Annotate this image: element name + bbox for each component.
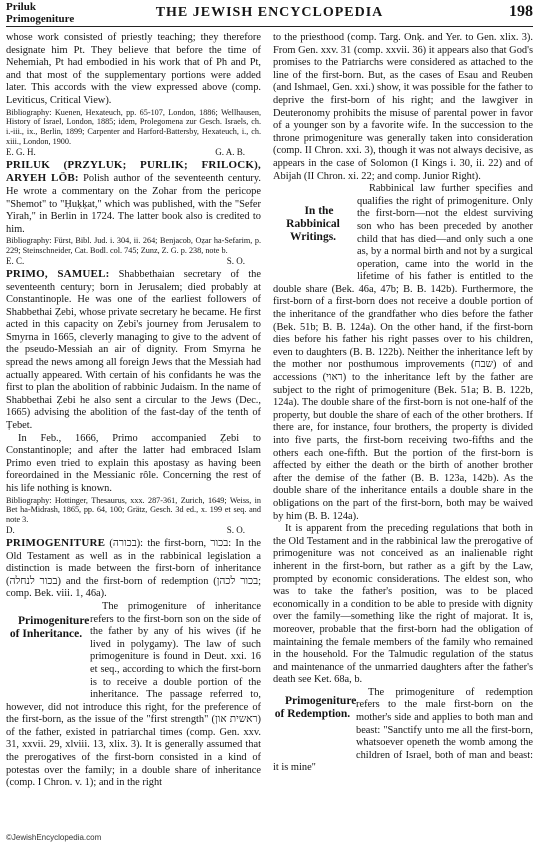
signature-right: S. O. (226, 255, 245, 266)
running-head-last: Primogeniture (6, 13, 75, 25)
paragraph: It is apparent from the preceding regulations that both in the Old Testament and in the rabbinical law the prerogative of primogeniture was not conceived as an inalienable right inherent in the first-born, but rather as a gift by the Law, prompted by economic considerations. The eldest son, who was to take the father's position, was to be placed economically in a condition to be able to preside with dignity over the family—something like the right of majorat. It is, moreover, probable that the first-born had the obligation of maintaining the female members of the family who remained in the household. For the Talmudic regulation of the status and maintenance of the unmarried daughters after the father's death see Ket. 68a, b. (273, 523, 533, 686)
publication-title: THE JEWISH ENCYCLOPEDIA (155, 5, 384, 20)
signature-right: S. O. (226, 524, 245, 535)
side-heading: Primogeniture of Redemption. (274, 694, 357, 720)
paragraph (6, 601, 261, 790)
signature-line (6, 147, 261, 158)
paragraph: In Feb., 1666, Primo accompanied Ẓebi to Constantinople; and after the latter had embraced Islam Primo even tried to explain this apostasy as having been foreordained in the Messianic rôle. Concerning the rest of his life nothing is known. (6, 432, 261, 494)
paragraph-text: The primogeniture of inheritance refers to the first-born son on the side of the father by any of his wives (if he lived in polygamy). The law of such primogeniture is found in Deut. xxi. 16 et seq., according to which the first-born is to receive a double portion of the inheritance. The passage referred to, however, did not introduce this right, for the preference of the first-born, as the issue of the "first strength" (ראשית און) of the father, existed in patriarchal times (comp. Gen. xxv. 31, xxvii. 29, xlviii. 13, xlix. 3). It is generally assumed that the prerogatives of the first-born consisted in a kind of potestas over the family; in a double share of inheritance (comp. I Chron. v. 1); and in the right (6, 600, 261, 789)
entry-text: (בכורה): the first-born, בכור: In the Old Testament as well as in the rabbinical legislation a distinction is made between the first-born of inheritance (בכור לנחלה) and the first-born of redemption (בכור לכהן; comp. Bek. viii. 1, 46a). (6, 537, 261, 600)
entry-text: Polish author of the seventeenth century. He wrote a commentary on the Zohar from the pericope "Shemot" to "Ḥuḳḳat," which was published, with the "Sefer Yirah," in Berlin in 1724. The latter book also is credited to him. (6, 173, 262, 235)
entry-text: Shabbethaian secretary of the seventeenth century; born in Jerusalem; died probably at Constantinople. He was one of the earliest followers of Shabbethai Ẓebi, whose private secretary he became. He first acted in this capacity on Ẓebi's journey from Jerusalem to Smyrna in 1665, cleverly managing to give to the advent of the pseudo-Messiah an air of dignity. From Smyrna he spread the news among all foreign Jews that the Messiah had actually appeared. With certain of his confidants he was the first to plan the abolition of rabbinic Judaism. In the name of Shabbethai Ẓebi he also sent a circular to the Jews (Dec., 1665) advising the abolition of the fast-day of the tenth of Ṭebet. (6, 268, 261, 432)
paragraph (273, 183, 533, 523)
article-priluk (6, 159, 261, 237)
continued-paragraph: whose work consisted of priestly teaching; they therefore designate him Pt. They believe that before the time of Nehemiah, Pt had embodied in his work that of Ph and Pt, and that most of the supplementary portions were added later. This accords with the view expressed above (comp. Leviticus, Critical View). (6, 32, 261, 106)
right-column (273, 32, 533, 775)
bibliography: Bibliography: Fürst, Bibl. Jud. i. 304, ii. 264; Benjacob, Oẓar ha-Sefarim, p. 229; Steinschneider, Cat. Bodl. col. 745; Zunz, Z. G. p. 238, note b. (6, 236, 261, 256)
signature-line (6, 525, 261, 536)
signature-left: E. G. H. (6, 146, 36, 157)
bibliography: Bibliography: Kuenen, Hexateuch, pp. 65-107, London, 1886; Wellhausen, History of Israel, London, 1885; idem, Prolegomena zur Gesch. Israels, ch. i.-iii., ix., Berlin, 1899; Carpenter and Harford-Battersby, Hexateuch, i., ch. xiii., London, 1900. (6, 107, 261, 146)
article-primogeniture (6, 537, 261, 601)
left-column (6, 32, 261, 790)
side-heading: Primogeniture of Inheritance. (9, 614, 90, 640)
paragraph-text: Rabbinical law further specifies and qualifies the right of primogeniture. Only the first-born—not the eldest surviving son who has been preceded by another child that has died—and only such a one as, by a normal birth and not by a surgical operation, came into the world in the lifetime of his father is entitled to the double share (Bek. 46a, 47b; B. B. 142b). Furthermore, the first-born of a first-born does not receive a double portion of the inheritance of the grandfather who dies before the father (Bek. 51b; B. B. 124a). On the other hand, if the first-born dies before his father his right passes over to his children, even to daughters (B. B. 122b). Neither the inheritance left by the mother nor posthumous improvements (שבח) of and accessions (ראוי) to the inheritance left by the father are subject to the right of primogeniture (Bek. 51a; B. B. 122b, 124a). The double share of the first-born is not one-half of the property, but double the share of each of the other brothers. If there are, for instance, four brothers, the property is divided into five parts, the first-born receiving two-fifths and the others each one-fifth. But the portion of the first-born is affected by either the death or the birth of another brother after the demise of the father (B. B. 123a, 142b). As the double share of the inheritance entails a double share in the obligations on the part of the first-born, both may be waived by him (B. B. 124a). (273, 183, 533, 522)
paragraph: to the priesthood (comp. Targ. Onḳ. and Yer. to Gen. xlix. 3). From Gen. xxv. 31 (comp. xxvii. 36) it appears also that God's promises to the Patriarchs were considered as attached to the line of the first-born. But, as the cases of Esau and Reuben (and Ishmael, Gen. xxi.) show, it was possible for the father to deprive the first-born of his right; and the lawgiver in Deuteronomy prohibits the misuse of parental power in favor of a younger son by a favorite wife. In the succession to the throne primogeniture was generally taken into consideration (comp. II Chron. xxi. 3), though it was not always decisive, as appears in the case of Solomon (I Kings i. 30, ii. 22) and of Abijah (II Chron. xi. 22; and comp. Junior Right). (273, 32, 533, 182)
header-rule (6, 26, 533, 27)
signature-right: G. A. B. (215, 146, 245, 157)
page-number: 198 (509, 3, 533, 20)
paragraph-text: The primogeniture of redemption refers to the male first-born on the mother's side and applies to both man and beast: "Sanctify unto me all the first-born, whatsoever openeth the womb among the children of Israel, both of man and beast: it is mine" (273, 686, 533, 774)
signature-left: E. C. (6, 255, 25, 266)
entry-title: PRIMOGENITURE (6, 536, 106, 549)
paragraph (273, 687, 533, 775)
article-primo (6, 268, 261, 433)
signature-line (6, 256, 261, 267)
entry-title: PRIMO, SAMUEL: (6, 267, 110, 280)
page-header (6, 0, 533, 29)
entry-title: PRILUK (PRZYLUK; PURLIK; FRILOCK), ARYEH LÖB: (6, 158, 261, 185)
signature-left: D. (6, 524, 15, 535)
bibliography: Bibliography: Hottinger, Thesaurus, xxx. 287-361, Zurich, 1649; Weiss, in Bet ha-Midrash, 1865, pp. 64, 100; Grätz, Gesch. 3d ed., x. 199 et seq. and note 3. (6, 495, 261, 525)
copyright-footer: ©JewishEncyclopedia.com (6, 833, 102, 842)
side-heading: In the Rabbinical Writings. (286, 205, 340, 244)
running-head-first: Priluk (6, 1, 36, 13)
